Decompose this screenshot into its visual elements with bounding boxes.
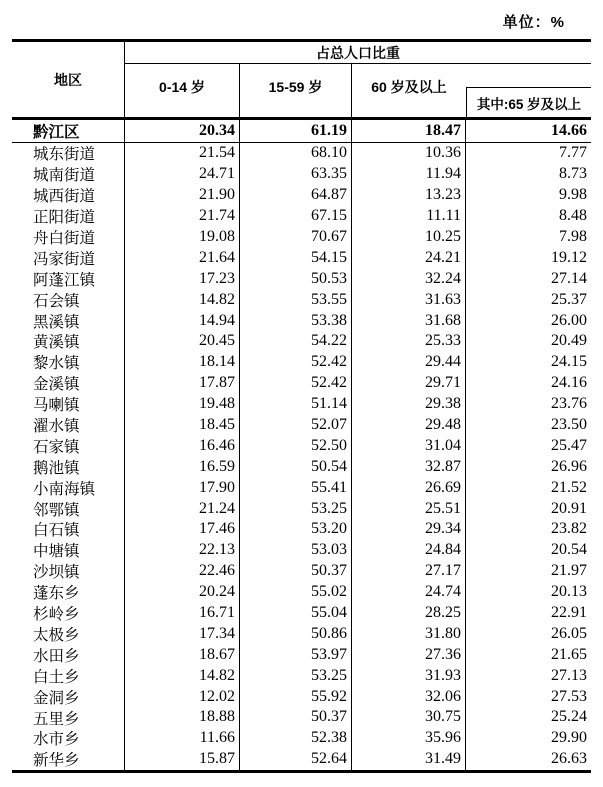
value-cell: 29.38 (352, 394, 466, 415)
table-row (12, 247, 591, 268)
value-cell: 50.37 (240, 561, 352, 582)
table-row (12, 373, 591, 394)
region-cell: 白土乡 (12, 665, 125, 686)
table-row-total (12, 120, 591, 143)
region-cell: 舟白街道 (12, 227, 125, 248)
region-cell: 太极乡 (12, 623, 125, 644)
value-cell: 52.42 (240, 352, 352, 373)
table-row (12, 665, 591, 686)
value-cell: 29.90 (551, 729, 587, 747)
value-cell: 24.16 (551, 374, 587, 392)
value-cell: 24.84 (352, 540, 466, 561)
region-cell: 蓬东乡 (12, 582, 125, 603)
region-cell: 石会镇 (12, 289, 125, 310)
value-cell: 54.22 (240, 331, 352, 352)
region-cell: 水田乡 (12, 644, 125, 665)
value-cell: 26.63 (551, 750, 587, 768)
region-cell: 冯家街道 (12, 247, 125, 268)
table-row (12, 519, 591, 540)
value-cell: 52.50 (240, 435, 352, 456)
table-row (12, 143, 591, 164)
region-cell: 沙坝镇 (12, 561, 125, 582)
table-row (12, 310, 591, 331)
value-cell: 14.66 (551, 122, 587, 139)
value-cell: 32.24 (352, 268, 466, 289)
value-cell: 21.52 (551, 478, 587, 496)
table-row (12, 394, 591, 415)
value-cell: 20.24 (125, 582, 240, 603)
region-cell: 黄溪镇 (12, 331, 125, 352)
region-cell: 城东街道 (12, 143, 125, 164)
region-cell: 新华乡 (12, 749, 125, 770)
value-cell: 23.76 (551, 395, 587, 413)
region-cell: 阿蓬江镇 (12, 268, 125, 289)
value-cell: 30.75 (352, 707, 466, 728)
value-cell: 53.03 (240, 540, 352, 561)
value-cell: 12.02 (125, 686, 240, 707)
value-cell: 31.93 (352, 665, 466, 686)
region-cell: 黎水镇 (12, 352, 125, 373)
table-row (12, 456, 591, 477)
value-cell: 14.82 (125, 289, 240, 310)
value-cell: 31.04 (352, 435, 466, 456)
value-cell: 68.10 (240, 143, 352, 164)
table-row (12, 289, 591, 310)
value-cell: 17.90 (125, 477, 240, 498)
table-row (12, 603, 591, 624)
value-cell: 50.86 (240, 623, 352, 644)
value-cell: 8.48 (559, 207, 587, 225)
value-cell: 20.13 (551, 583, 587, 601)
value-cell: 54.15 (240, 247, 352, 268)
value-cell: 35.96 (352, 728, 466, 749)
value-cell: 70.67 (240, 227, 352, 248)
value-cell: 26.96 (551, 457, 587, 475)
region-cell: 濯水镇 (12, 415, 125, 436)
value-cell: 14.82 (125, 665, 240, 686)
table-row (12, 227, 591, 248)
region-column-header: 地区 (12, 42, 125, 117)
value-cell: 27.14 (551, 269, 587, 287)
region-cell: 金溪镇 (12, 373, 125, 394)
value-cell: 22.13 (125, 540, 240, 561)
value-cell: 25.37 (551, 290, 587, 308)
value-cell: 63.35 (240, 164, 352, 185)
table-row (12, 477, 591, 498)
value-cell: 23.50 (551, 416, 587, 434)
value-cell: 21.97 (551, 562, 587, 580)
value-cell: 24.15 (551, 353, 587, 371)
group-header-share-of-population: 占总人口比重 (125, 42, 591, 64)
value-cell: 23.82 (551, 520, 587, 538)
value-cell: 19.08 (125, 227, 240, 248)
table-row (12, 185, 591, 206)
value-cell: 55.04 (240, 603, 352, 624)
value-cell: 25.51 (352, 498, 466, 519)
region-cell: 正阳街道 (12, 206, 125, 227)
value-cell: 53.97 (240, 644, 352, 665)
value-cell: 17.46 (125, 519, 240, 540)
value-cell: 26.69 (352, 477, 466, 498)
value-cell: 61.19 (240, 120, 352, 142)
region-cell: 杉岭乡 (12, 603, 125, 624)
value-cell: 32.06 (352, 686, 466, 707)
value-cell: 11.66 (125, 728, 240, 749)
region-cell: 石家镇 (12, 435, 125, 456)
region-cell: 小南海镇 (12, 477, 125, 498)
value-cell: 9.98 (559, 186, 587, 204)
value-cell: 17.34 (125, 623, 240, 644)
value-cell: 29.71 (352, 373, 466, 394)
value-cell: 21.90 (125, 185, 240, 206)
value-cell: 27.53 (551, 687, 587, 705)
value-cell: 52.64 (240, 749, 352, 770)
value-cell: 31.68 (352, 310, 466, 331)
value-cell: 24.21 (352, 247, 466, 268)
value-cell: 20.54 (551, 541, 587, 559)
region-cell: 黑溪镇 (12, 310, 125, 331)
value-cell: 52.42 (240, 373, 352, 394)
column-header-age-15-59: 15-59 岁 (240, 64, 352, 117)
value-cell: 53.38 (240, 310, 352, 331)
region-cell: 邻鄂镇 (12, 498, 125, 519)
value-cell: 27.13 (551, 666, 587, 684)
value-cell: 53.20 (240, 519, 352, 540)
region-cell: 城西街道 (12, 185, 125, 206)
region-cell: 金洞乡 (12, 686, 125, 707)
value-cell: 10.36 (352, 143, 466, 164)
value-cell: 18.67 (125, 644, 240, 665)
value-cell: 13.23 (352, 185, 466, 206)
value-cell: 19.48 (125, 394, 240, 415)
value-cell: 22.46 (125, 561, 240, 582)
value-cell: 50.37 (240, 707, 352, 728)
value-cell: 27.17 (352, 561, 466, 582)
value-cell: 18.47 (352, 120, 466, 142)
table-row (12, 331, 591, 352)
table-row (12, 561, 591, 582)
value-cell: 7.77 (559, 144, 587, 162)
value-cell: 15.87 (125, 749, 240, 770)
table-row (12, 749, 591, 770)
region-cell: 五里乡 (12, 707, 125, 728)
region-cell: 城南街道 (12, 164, 125, 185)
value-cell: 55.02 (240, 582, 352, 603)
value-cell: 16.46 (125, 435, 240, 456)
value-cell: 20.49 (551, 332, 587, 350)
value-cell: 18.88 (125, 707, 240, 728)
value-cell: 7.98 (559, 228, 587, 245)
value-cell: 20.34 (125, 120, 240, 142)
value-cell: 64.87 (240, 185, 352, 206)
table-header (12, 42, 591, 120)
value-cell: 17.23 (125, 268, 240, 289)
value-cell: 29.48 (352, 415, 466, 436)
region-cell: 白石镇 (12, 519, 125, 540)
value-cell: 27.36 (352, 644, 466, 665)
value-cell: 50.54 (240, 456, 352, 477)
table-row (12, 206, 591, 227)
region-cell: 马喇镇 (12, 394, 125, 415)
table-row (12, 623, 591, 644)
table-row (12, 498, 591, 519)
value-cell: 28.25 (352, 603, 466, 624)
table-row (12, 268, 591, 289)
table-row (12, 540, 591, 561)
value-cell: 31.63 (352, 289, 466, 310)
value-cell: 53.55 (240, 289, 352, 310)
table-row (12, 352, 591, 373)
value-cell: 25.47 (551, 436, 587, 454)
value-cell: 18.14 (125, 352, 240, 373)
table-row (12, 435, 591, 456)
value-cell: 31.49 (352, 749, 466, 770)
value-cell: 67.15 (240, 206, 352, 227)
table-row (12, 644, 591, 665)
table-row (12, 686, 591, 707)
value-cell: 20.91 (551, 499, 587, 517)
value-cell: 14.94 (125, 310, 240, 331)
value-cell: 55.92 (240, 686, 352, 707)
table-body (12, 120, 591, 773)
value-cell: 16.71 (125, 603, 240, 624)
value-cell: 16.59 (125, 456, 240, 477)
value-cell: 55.41 (240, 477, 352, 498)
value-cell: 22.91 (551, 604, 587, 622)
value-cell: 29.44 (352, 352, 466, 373)
population-age-table (12, 39, 591, 773)
value-cell: 21.24 (125, 498, 240, 519)
value-cell: 10.25 (352, 227, 466, 248)
column-header-age-60-plus: 60 岁及以上 (371, 78, 447, 95)
region-cell: 中塘镇 (12, 540, 125, 561)
value-cell: 51.14 (240, 394, 352, 415)
table-row (12, 707, 591, 728)
column-header-age-65-plus: 其中:65 岁及以上 (466, 87, 591, 117)
value-cell: 20.45 (125, 331, 240, 352)
value-cell: 11.94 (352, 164, 466, 185)
value-cell: 24.71 (125, 164, 240, 185)
value-cell: 8.73 (559, 165, 587, 183)
region-cell: 鹅池镇 (12, 456, 125, 477)
value-cell: 32.87 (352, 456, 466, 477)
value-cell: 26.00 (551, 311, 587, 329)
value-cell: 18.45 (125, 415, 240, 436)
value-cell: 24.74 (352, 582, 466, 603)
value-cell: 53.25 (240, 665, 352, 686)
value-cell: 29.34 (352, 519, 466, 540)
region-cell: 水市乡 (12, 728, 125, 749)
value-cell: 25.24 (551, 708, 587, 726)
value-cell: 25.33 (352, 331, 466, 352)
value-cell: 26.05 (551, 624, 587, 642)
value-cell: 21.64 (125, 247, 240, 268)
value-cell: 21.54 (125, 143, 240, 164)
table-row (12, 164, 591, 185)
value-cell: 52.07 (240, 415, 352, 436)
table-row (12, 582, 591, 603)
table-row (12, 415, 591, 436)
value-cell: 11.11 (352, 206, 466, 227)
value-cell: 50.53 (240, 268, 352, 289)
value-cell: 21.65 (551, 645, 587, 663)
value-cell: 31.80 (352, 623, 466, 644)
value-cell: 21.74 (125, 206, 240, 227)
table-row (12, 728, 591, 749)
value-cell: 52.38 (240, 728, 352, 749)
unit-label: 单位：% (502, 14, 565, 31)
column-header-age-0-14: 0-14 岁 (125, 64, 240, 117)
value-cell: 53.25 (240, 498, 352, 519)
region-cell: 黔江区 (12, 120, 125, 142)
value-cell: 19.12 (551, 248, 587, 266)
value-cell: 17.87 (125, 373, 240, 394)
